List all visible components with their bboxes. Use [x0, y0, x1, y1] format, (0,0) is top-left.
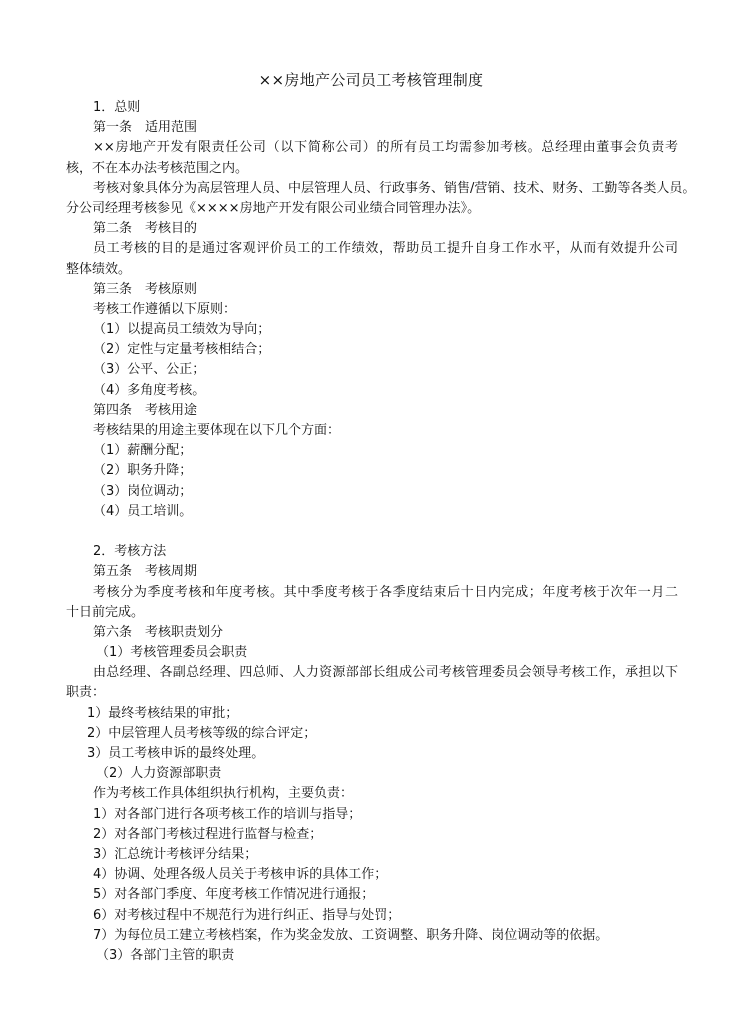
paragraph-line: 分公司经理考核参见《××××房地产开发有限公司业绩合同管理办法》。 [66, 200, 481, 216]
list-item: （4）多角度考核。 [93, 382, 206, 398]
paragraph-line: 由总经理、各副总经理、四总师、人力资源部部长组成公司考核管理委员会领导考核工作，承担以下 [93, 665, 678, 681]
article-heading: 第三条 考核原则 [93, 281, 198, 297]
paragraph-line: 考核对象具体分为高层管理人员、中层管理人员、行政事务、销售/营销、技术、财务、工勤等各类人员。 [93, 180, 696, 196]
subsection-heading: （1）考核管理委员会职责 [96, 645, 248, 661]
article-heading: 第六条 考核职责划分 [93, 624, 224, 640]
list-item: 6）对考核过程中不规范行为进行纠正、指导与处罚； [93, 907, 401, 923]
list-item: 7）为每位员工建立考核档案，作为奖金发放、工资调整、职务升降、岗位调动等的依据。 [93, 927, 609, 943]
list-item: （1）薪酬分配； [93, 443, 193, 459]
list-item: （3）公平、公正； [93, 362, 206, 378]
article-heading: 第一条 适用范围 [93, 120, 198, 136]
article-heading: 第四条 考核用途 [93, 402, 198, 418]
article-heading: 第五条 考核周期 [93, 564, 198, 580]
subsection-heading: （3）各部门主管的职责 [96, 947, 235, 963]
section-heading: 2．考核方法 [93, 544, 167, 560]
paragraph-line: 核，不在本办法考核范围之内。 [66, 160, 249, 176]
list-item: 1）对各部门进行各项考核工作的培训与指导； [93, 806, 362, 822]
paragraph-line: 员工考核的目的是通过客观评价员工的工作绩效，帮助员工提升自身工作水平，从而有效提升公司 [93, 241, 678, 257]
document-body [66, 98, 696, 966]
document-title: ××房地产公司员工考核管理制度 [258, 71, 484, 89]
paragraph-line: 考核结果的用途主要体现在以下几个方面： [93, 423, 341, 438]
article-heading: 第二条 考核目的 [93, 221, 198, 237]
subsection-heading: （2）人力资源部职责 [96, 766, 222, 782]
list-item: 1）最终考核结果的审批； [87, 705, 239, 721]
paragraph-line: 考核工作遵循以下原则： [93, 301, 237, 317]
paragraph-line: 整体绩效。 [66, 261, 132, 277]
list-item: （2）职务升降； [93, 463, 193, 479]
paragraph-line: 十日前完成。 [66, 604, 145, 620]
paragraph-line: 考核分为季度考核和年度考核。其中季度考核于各季度结束后十日内完成；年度考核于次年一月二 [93, 584, 678, 600]
paragraph-line: 作为考核工作具体组织执行机构，主要负责： [93, 786, 354, 802]
section-heading: 1．总则 [93, 100, 141, 115]
list-item: （1）以提高员工绩效为导向； [93, 322, 271, 338]
list-item: （4）员工培训。 [93, 503, 193, 519]
list-item: 3）员工考核申诉的最终处理。 [87, 746, 265, 761]
blank-line [66, 522, 678, 542]
list-item: 4）协调、处理各级人员关于考核申诉的具体工作； [93, 867, 388, 883]
list-item: 3）汇总统计考核评分结果； [93, 846, 258, 862]
list-item: 2）中层管理人员考核等级的综合评定； [87, 725, 317, 741]
list-item: 2）对各部门考核过程进行监督与检查； [93, 826, 323, 842]
paragraph-line: ××房地产开发有限责任公司（以下简称公司）的所有员工均需参加考核。总经理由董事会负责考 [93, 140, 678, 156]
list-item: 5）对各部门季度、年度考核工作情况进行通报； [93, 887, 375, 903]
paragraph-line: 职责： [66, 685, 106, 701]
list-item: （2）定性与定量考核相结合； [93, 342, 271, 358]
list-item: （3）岗位调动； [93, 483, 193, 499]
